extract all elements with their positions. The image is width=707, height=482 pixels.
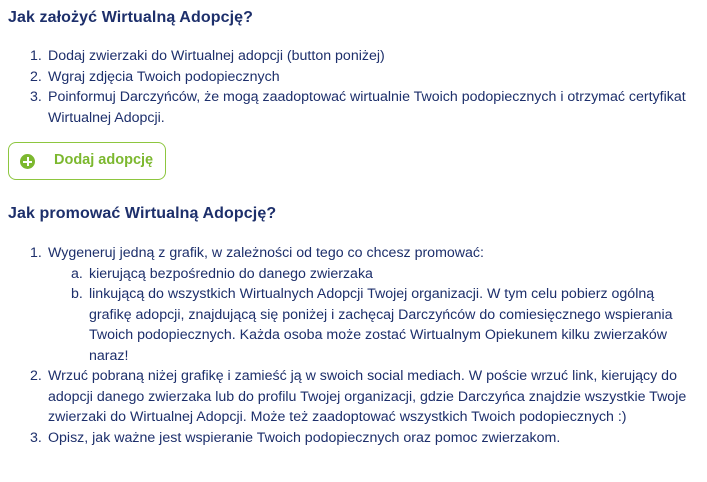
- sub-list-item-text: kierującą bezpośrednio do danego zwierzaka: [89, 265, 373, 282]
- add-adoption-label: Dodaj adopcję: [54, 152, 154, 168]
- add-adoption-button[interactable]: [8, 142, 166, 180]
- sub-list-item: [48, 284, 700, 366]
- plus-circle-icon: [20, 154, 35, 169]
- list-number: 2.: [30, 368, 42, 384]
- create-adoption-heading: Jak założyć Wirtualną Adopcję?: [8, 9, 253, 26]
- list-item: [30, 366, 700, 428]
- list-number: 1.: [30, 245, 42, 261]
- list-item: [30, 67, 690, 88]
- sub-list-letter: a.: [71, 265, 83, 282]
- list-item-text: Wrzuć pobraną niżej grafikę i zamieść ją w swoich social mediach. W poście wrzuć link, kierujący do adopcji danego zwierzaka lub do profilu Twojej organizacji, gdzie Darczyńca znajdzie wszystkie Twoje zwierzaki do Wirtualnej Adopcji. Może też zaadoptować wszystkich Twoich podopiecznych :): [48, 368, 687, 425]
- list-item-text: Opisz, jak ważne jest wspieranie Twoich podopiecznych oraz pomoc zwierzakom.: [48, 429, 561, 446]
- list-item: [30, 243, 700, 366]
- sub-list-letter: b.: [71, 286, 83, 302]
- list-number: 1.: [30, 48, 42, 64]
- list-item: [30, 46, 690, 67]
- promote-steps-list: [30, 243, 700, 448]
- create-steps-list: [30, 46, 690, 128]
- graphics-substeps-list: [48, 264, 700, 367]
- list-item-text: Wygeneruj jedną z grafik, w zależności od tego co chcesz promować:: [48, 245, 484, 261]
- list-number: 3.: [30, 429, 42, 446]
- list-item: [30, 87, 690, 128]
- list-number: 3.: [30, 89, 42, 105]
- sub-list-item-text: linkującą do wszystkich Wirtualnych Adopcji Twojej organizacji. W tym celu pobierz ogólną grafikę adopcji, znajdującą się poniżej i zachęcaj Darczyńców do comiesięcznego wspierania Twoich podopiecznych. Każda osoba może zostać Wirtualnym Opiekunem kilku zwierzaków naraz!: [89, 286, 673, 364]
- list-number: 2.: [30, 68, 42, 85]
- list-item-text: Dodaj zwierzaki do Wirtualnej adopcji (button poniżej): [48, 48, 385, 64]
- promote-adoption-heading: Jak promować Wirtualną Adopcję?: [8, 205, 277, 222]
- list-item-text: Wgraj zdjęcia Twoich podopiecznych: [48, 68, 280, 85]
- list-item-text: Poinformuj Darczyńców, że mogą zaadoptować wirtualnie Twoich podopiecznych i otrzymać certyfikat Wirtualnej Adopcji.: [48, 89, 686, 126]
- sub-list-item: [48, 264, 700, 285]
- list-item: [30, 428, 700, 449]
